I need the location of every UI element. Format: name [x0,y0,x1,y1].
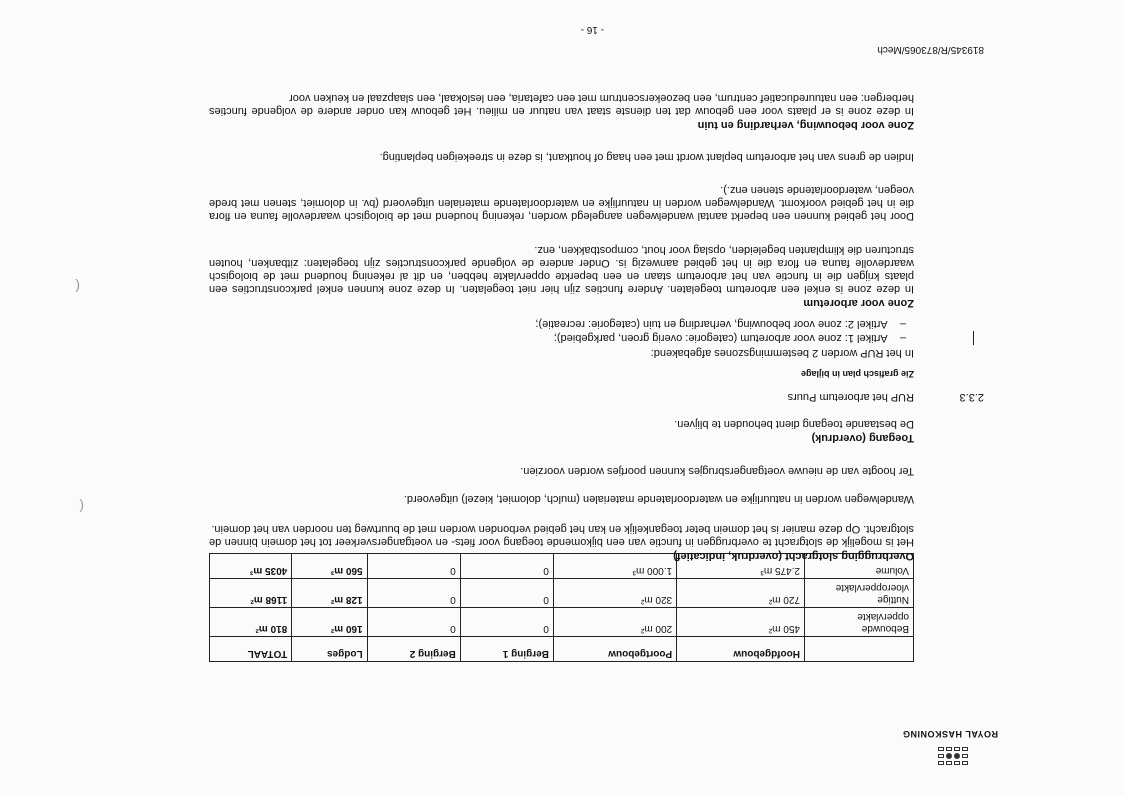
arboretum-paragraph-2: Door het gebied kunnen een beperkt aantal wandelwegen aangelegd worden, rekening houdend met de biologisch waardevolle fauna en flora die in het gebied voorkomt. Wandelwegen worden in natuurlijke en waterdoorlatende materialen uitgevoerd (bv. in dolomiet, stenen met brede voegen, waterdoorlatende stenen enz.). [209,184,914,222]
section-subtitle: Zie grafisch plan in bijlage [800,369,914,379]
arboretum-paragraph-1: In deze zone is enkel een arboretum toegelaten. Andere functies zijn hier niet toegelaten. In deze zone kunnen enkel parkconstructies een plaats krijgen die in functie van het arboretum staan en een beperkte oppervlakte hebben, en dit al rekening houdend met de biologisch waardevolle fauna en flora die in het gebied aanwezig is. Onder andere de volgende parkconstructies zijn toegelaten: zitbanken, houten structuren die klimplanten begeleiden, opslag voor hout, compostbakken, enz. [209,244,914,295]
section-title: RUP het arboretum Puurs [787,391,914,403]
bebouwing-paragraph: In deze zone is er plaats voor een gebouw dat ten dienste staat van natuur en milieu. Het gebouw kan onder andere de volgende functies herbergen: een natuureducatief centrum, een bezoekerscentrum met een cafetaria, een leslokaal, een slaapzaal en keuken voor [209,92,914,117]
overbrugging-heading: Overbrugging slotgracht (overdruk, indicatief) [673,550,914,562]
table-cell: 450 m² [677,608,805,637]
table-cell: 720 m² [677,579,805,608]
toegang-heading: Toegang (overdruk) [811,432,914,444]
row-label: Bebouwde oppervlakte [805,608,914,637]
table-cell: 0 [460,554,553,579]
table-header-row [210,637,914,662]
table-cell: 0 [460,608,553,637]
page-number: - 16 - [580,24,604,35]
table-row [210,608,914,637]
logo-text: ROYAL HASKONING [902,729,998,739]
table-cell: 4035 m³ [210,554,292,579]
royal-haskoning-logo [902,725,998,765]
row-label: Nuttige vloeroppervlakte [805,579,914,608]
overbrugging-paragraph-3: Ter hoogte van de nieuwe voetgangersbrugjes kunnen poortjes worden voorzien. [520,465,914,477]
document-reference: 819345/R/873065/Mech [877,44,984,55]
list-item: – Artikel 2: zone voor bebouwing, verharding en tuin (categorie: recreatie); [535,318,906,330]
table-cell: 160 m² [292,608,367,637]
table-cell: 1.000 m³ [553,554,676,579]
table-cell: 560 m³ [292,554,367,579]
table-header [805,637,914,662]
table-cell: 128 m² [292,579,367,608]
toegang-paragraph: De bestaande toegang dient behouden te blijven. [674,418,914,430]
revision-bar [973,331,974,345]
list-item: – Artikel 1: zone voor arboretum (categorie: overig groen, parkgebied); [553,332,906,344]
overbrugging-paragraph-1: Het is mogelijk de slotgracht te overbruggen in functie van een bijkomende toegang voor fiets- en voetgangersverkeer tot het domein binnen de slotgracht. Op deze manier is het domein beter toegankelijk en kan het gebied verbonden worden met de buurtweg ten noorden van het domein. [209,523,914,548]
table-header: Lodges [292,637,367,662]
table-cell: 320 m² [553,579,676,608]
table-header: Berging 1 [460,637,553,662]
scan-mark-icon: ( [75,279,80,295]
table-header: Poortgebouw [553,637,676,662]
table-header: Hoofdgebouw [677,637,805,662]
table-cell: 1168 m² [210,579,292,608]
table-cell: 200 m² [553,608,676,637]
section-number: 2.3.3 [959,391,984,403]
table-cell: 0 [460,579,553,608]
table-cell: 2.475 m³ [677,554,805,579]
table-cell: 810 m² [210,608,292,637]
table-cell: 0 [367,554,460,579]
arboretum-heading: Zone voor arboretum [803,297,914,309]
bebouwing-heading: Zone voor bebouwing, verharding en tuin [697,119,914,131]
table-header: TOTAAL [210,637,292,662]
arboretum-paragraph-3: Indien de grens van het arboretum beplant wordt met een haag of houtkant, is deze in streekeigen beplanting. [379,151,914,163]
row-label: Volume [805,554,914,579]
table-row [210,579,914,608]
scan-mark-icon: ( [79,499,84,515]
logo-grid-icon [938,743,968,765]
table-cell: 0 [367,579,460,608]
area-table [209,553,914,662]
overbrugging-paragraph-2: Wandelwegen worden in natuurlijke en waterdoorlatende materialen (mulch, dolomiet, kiezel) uitgevoerd. [403,493,914,505]
table-cell: 0 [367,608,460,637]
table-header: Berging 2 [367,637,460,662]
section-intro: In het RUP worden 2 bestemmingszones afgebakend: [650,347,914,359]
